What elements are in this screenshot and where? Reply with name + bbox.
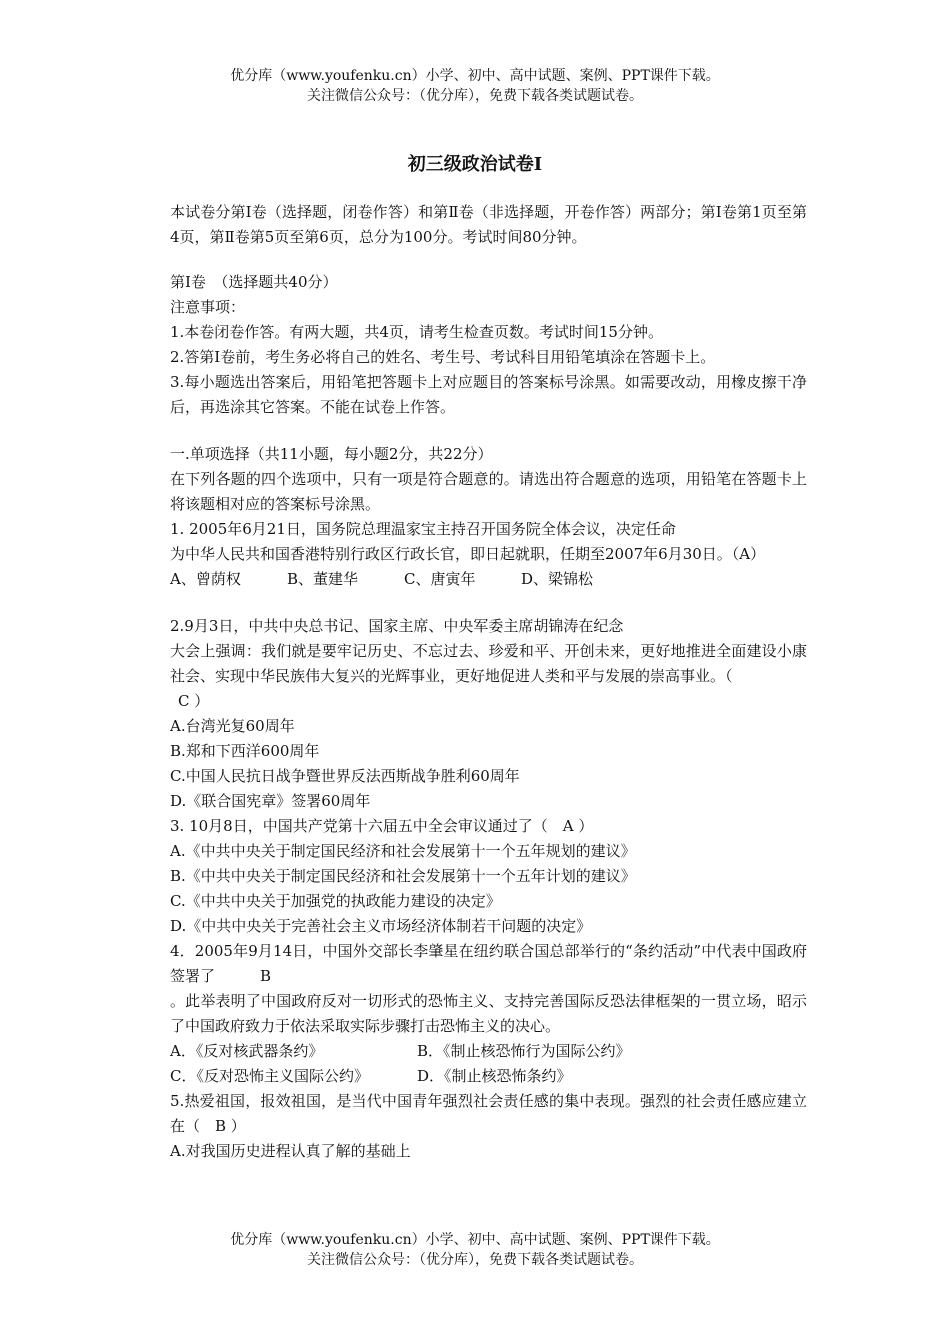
- part1-heading: 第Ⅰ卷 （选择题共40分）: [170, 273, 338, 291]
- q4-option-d: D．《制止核恐怖条约》: [417, 1067, 572, 1085]
- section1-heading: 一.单项选择（共11小题，每小题2分，共22分）: [170, 445, 493, 463]
- q5-line1: 5.热爱祖国，报效祖国，是当代中国青年强烈社会责任感的集中表现。强烈的社会责任感应建立在（ B ）: [170, 1092, 807, 1135]
- q4-option-c: C．《反对恐怖主义国际公约》: [170, 1067, 369, 1085]
- document-body: [145, 200, 807, 1164]
- q4-options-row1: [145, 1039, 807, 1064]
- q1-option-c: C、唐寅年: [404, 570, 476, 588]
- header-line-1: 优分库（www.youfenku.cn）小学、初中、高中试题、案例、PPT课件下载。: [230, 68, 720, 84]
- note-item: 2.答第Ⅰ卷前，考生务必将自己的姓名、考生号、考试科目用铅笔填涂在答题卡上。: [170, 348, 716, 366]
- page-header: [0, 66, 950, 106]
- q2-answer: C ）: [178, 692, 210, 710]
- q3-option-b: B.《中共中央关于制定国民经济和社会发展第十一个五年计划的建议》: [170, 867, 636, 885]
- q3-option-a: A.《中共中央关于制定国民经济和社会发展第十一个五年规划的建议》: [170, 842, 636, 860]
- q4-options-row2: [145, 1064, 807, 1089]
- footer-line-2: 关注微信公众号：（优分库），免费下载各类试题试卷。: [307, 1252, 643, 1268]
- q1-options: [145, 567, 807, 592]
- q2-option-d: D.《联合国宪章》签署60周年: [170, 792, 371, 810]
- page-title: 初三级政治试卷Ⅰ: [407, 154, 543, 175]
- q3-option-d: D.《中共中央关于完善社会主义市场经济体制若干问题的决定》: [170, 917, 592, 935]
- q3-line1: 3. 10月8日，中国共产党第十六届五中全会审议通过了（ A ）: [170, 817, 594, 835]
- q4-line1: 4．2005年9月14日，中国外交部长李肇星在纽约联合国总部举行的“条约活动”中代表中国政府签署了 B: [170, 942, 807, 985]
- q3-option-c: C.《中共中央关于加强党的执政能力建设的决定》: [170, 892, 501, 910]
- note-item: 3.每小题选出答案后，用铅笔把答题卡上对应题目的答案标号涂黑。如需要改动，用橡皮擦干净后，再选涂其它答案。不能在试卷上作答。: [170, 373, 807, 416]
- page-footer: [0, 1230, 950, 1270]
- q1-line2: 为中华人民共和国香港特别行政区行政长官，即日起就职，任期至2007年6月30日。（A）: [170, 545, 766, 563]
- q1-option-d: D、梁锦松: [521, 570, 594, 588]
- note-item: 1.本卷闭卷作答。有两大题，共4页，请考生检查页数。考试时间15分钟。: [170, 323, 663, 341]
- q5-option-a: A.对我国历史进程认真了解的基础上: [170, 1142, 411, 1160]
- intro-paragraph: 本试卷分第Ⅰ卷（选择题，闭卷作答）和第Ⅱ卷（非选择题，开卷作答）两部分；第Ⅰ卷第1页至第4页，第Ⅱ卷第5页至第6页，总分为100分。考试时间80分钟。: [170, 203, 807, 246]
- q4-line2: 。此举表明了中国政府反对一切形式的恐怖主义、支持完善国际反恐法律框架的一贯立场，昭示了中国政府致力于依法采取实际步骤打击恐怖主义的决心。: [170, 992, 807, 1035]
- footer-line-1: 优分库（www.youfenku.cn）小学、初中、高中试题、案例、PPT课件下载。: [230, 1232, 720, 1248]
- header-line-2: 关注微信公众号：（优分库），免费下载各类试题试卷。: [307, 88, 643, 104]
- notes-label: 注意事项：: [170, 298, 246, 316]
- q4-option-b: B．《制止核恐怖行为国际公约》: [417, 1042, 631, 1060]
- q1-option-b: B、董建华: [287, 570, 359, 588]
- q4-option-a: A．《反对核武器条约》: [170, 1042, 324, 1060]
- q1-option-a: A、曾荫权: [170, 570, 241, 588]
- q2-line1: 2.9月3日，中共中央总书记、国家主席、中央军委主席胡锦涛在纪念: [170, 617, 624, 635]
- q1-line1: 1. 2005年6月21日，国务院总理温家宝主持召开国务院全体会议，决定任命: [170, 520, 676, 538]
- section1-instruction: 在下列各题的四个选项中，只有一项是符合题意的。请选出符合题意的选项，用铅笔在答题卡上将该题相对应的答案标号涂黑。: [170, 470, 807, 513]
- q2-line2: 大会上强调：我们就是要牢记历史、不忘过去、珍爱和平、开创未来，更好地推进全面建设小康社会、实现中华民族伟大复兴的光辉事业，更好地促进人类和平与发展的崇高事业。（: [170, 642, 807, 685]
- q2-option-a: A.台湾光复60周年: [170, 717, 295, 735]
- q2-option-b: B.郑和下西洋600周年: [170, 742, 320, 760]
- q2-option-c: C.中国人民抗日战争暨世界反法西斯战争胜利60周年: [170, 767, 520, 785]
